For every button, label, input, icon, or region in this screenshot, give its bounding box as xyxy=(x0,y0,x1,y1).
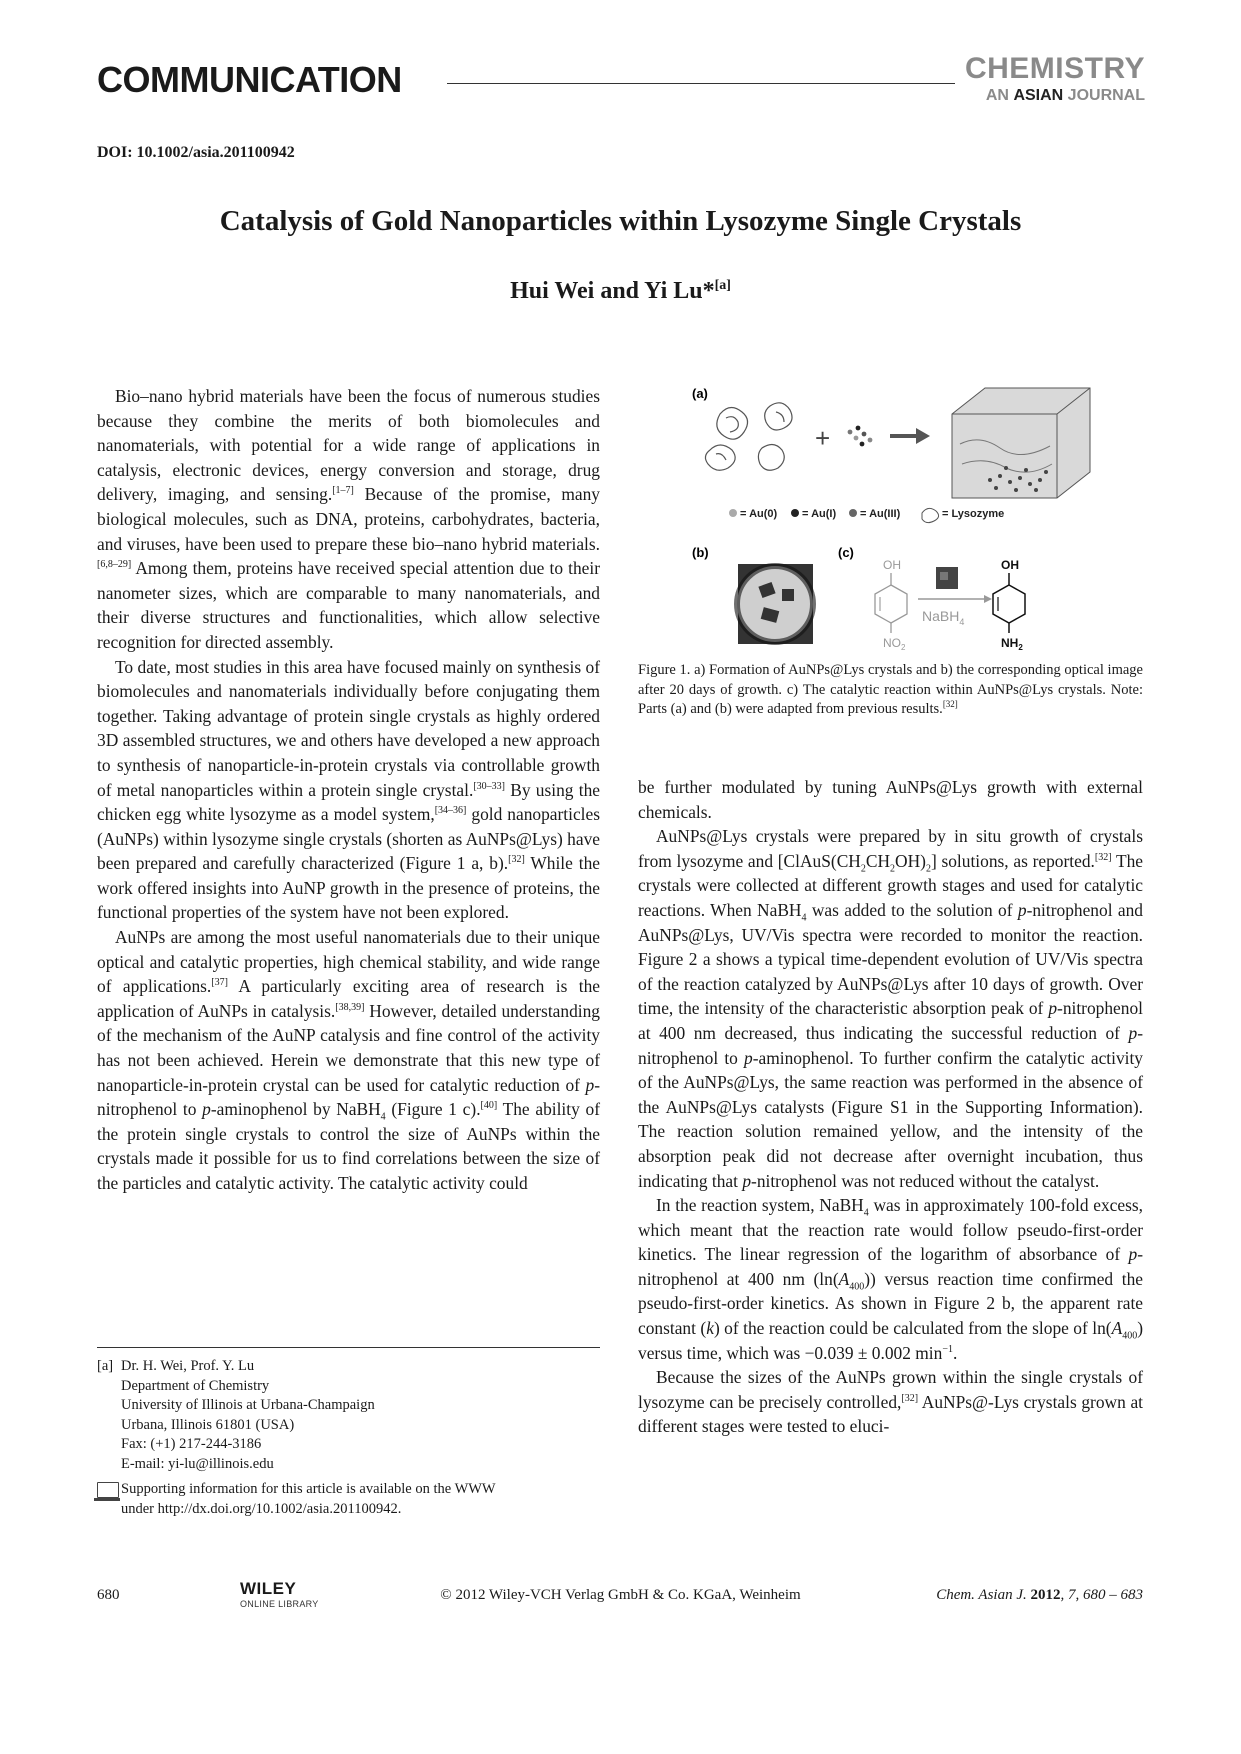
paragraph: be further modulated by tuning AuNPs@Lys growth with external chemicals. xyxy=(638,777,1143,822)
nitrophenol-structure xyxy=(875,558,907,652)
svg-text:NH2: $NH_2$ xyxy=(1001,636,1023,652)
paragraph: Bio–nano hybrid materials have been the focus of numerous studies because they combine the merits of both biomolecules and nanomaterials, with potential for a wide range of applications in catalysis, electronic devices, energy conversion and storage, drug delivery, imaging, and sensing.[1–7] Because of the promise, many biological molecules, such as DNA, proteins, carbohydrates, bacteria, and viruses, have been used to prepare these bio–nano hybrid materials.[6,8–29] Among them, proteins have received special attention due to their nanometer sizes, which are comparable to many nanomaterials, and their diverse structures and functionalities, which allow selective recognition for directed assembly. xyxy=(97,386,600,652)
figure-1 xyxy=(690,384,1110,652)
footnote-rule xyxy=(97,1347,600,1348)
journal-name-sub: AN ASIAN JOURNAL xyxy=(985,87,1145,104)
optical-image xyxy=(737,564,813,644)
page-number: 680 xyxy=(97,1587,120,1603)
lysozyme-legend-icon xyxy=(922,508,939,522)
legend-au0: = Au(0) xyxy=(740,508,778,520)
crystal-cube xyxy=(952,388,1090,498)
figure-legend xyxy=(729,508,1004,523)
au0-legend-dot xyxy=(729,509,737,517)
figure-1-caption: Figure 1. a) Formation of AuNPs@Lys crystals and b) the corresponding optical image after 20 days of growth. c) The catalytic reaction within AuNPs@Lys crystals. Note: Parts (a) and (b) were adapted from previous results.[32] xyxy=(638,662,1143,718)
header-rule xyxy=(447,83,955,84)
body-left-column xyxy=(97,384,600,1196)
affiliation-footnote: [a] Dr. H. Wei, Prof. Y. Lu Department of Chemistry University of Illinois at Urbana-Champaign Urbana, Illinois 61801 (USA) Fax: (+1) 217-244-3186 E-mail: yi-lu@illinois.edu xyxy=(97,1358,375,1472)
reduction-arrow xyxy=(918,595,992,603)
au3-legend-dot xyxy=(849,509,857,517)
legend-lysozyme: = Lysozyme xyxy=(942,508,1005,520)
journal-name-main: CHEMISTRY xyxy=(964,52,1145,85)
gold-ions-cluster xyxy=(848,426,873,447)
aminophenol-structure xyxy=(993,558,1025,652)
wiley-logo: WILEY ONLINE LIBRARY xyxy=(240,1579,319,1609)
doi: DOI: 10.1002/asia.201100942 xyxy=(97,144,295,161)
plus-sign: + xyxy=(815,423,831,453)
paragraph: In the reaction system, NaBH$_4$ was in approximately 100-fold excess, which meant that the reaction rate would follow pseudo-first-order kinetics. The linear regression of the logarithm of absorbance of p-nitrophenol at 400 nm $(\ln(A_{400}))$ versus reaction time confirmed the pseudo-first-order kinetics. As shown in Figure 2 b, the apparent rate constant (k) of the reaction could be calculated from the slope of $\ln(A_{400})$ versus time, which was −0.039 ± 0.002 $\min^{-1}$. xyxy=(638,1195,1144,1363)
catalyst-crystal-icon xyxy=(936,567,958,589)
legend-au3: = Au(III) xyxy=(860,508,901,520)
lysozyme-molecules-icon xyxy=(705,403,792,470)
paragraph: AuNPs are among the most useful nanomaterials due to their unique optical and catalytic properties, high chemical stability, and wide range of applications.[37] A particularly exciting area of research is the application of AuNPs in catalysis.[38,39] However, detailed understanding of the mechanism of the AuNP catalysis and fine control of the activity has not been achieved. Herein we demonstrate that this new type of nanoparticle-in-protein crystal can be used for catalytic reduction of p-nitrophenol to p-aminophenol by NaBH$_4$ (Figure 1 c).[40] The ability of the protein single crystals to control the size of AuNPs within the crystals made it possible for us to find correlations between the size of the particles and catalytic activity. The catalytic activity could xyxy=(97,927,600,1193)
journal-citation: Chem. Asian J. 2012, 7, 680 – 683 xyxy=(936,1587,1143,1603)
au1-legend-dot xyxy=(791,509,799,517)
paragraph: AuNPs@Lys crystals were prepared by in situ growth of crystals from lysozyme and $[ClAuS(CH_2CH_2OH)_2]$ solutions, as reported.[32] The crystals were collected at different growth stages and used for catalytic reactions. When NaBH$_4$ was added to the solution of p-nitrophenol and AuNPs@Lys, UV/Vis spectra were recorded to monitor the reaction. Figure 2 a shows a typical time-dependent evolution of UV/Vis spectra of the reaction catalyzed by AuNPs@Lys after 10 days of growth. Over time, the intensity of the characteristic absorption peak of p-nitrophenol at 400 nm decreased, thus indicating the successful reduction of p-nitrophenol to p-aminophenol. To further confirm the catalytic activity of the AuNPs@Lys, the same reaction was performed in the absence of the AuNPs@Lys catalysts (Figure S1 in the Supporting Information). The reaction solution remained yellow, and the intensity of the absorption peak did not decrease after overnight incubation, thus indicating that p-nitrophenol was not reduced without the catalyst. xyxy=(638,826,1144,1191)
paragraph: Because the sizes of the AuNPs grown within the single crystals of lysozyme can be precisely controlled,[32] AuNPs@-Lys crystals grown at different stages were tested to eluci- xyxy=(638,1367,1143,1437)
panel-c-label: (c) xyxy=(838,545,854,560)
journal-logo xyxy=(965,54,1145,105)
computer-icon xyxy=(97,1482,119,1498)
paragraph: To date, most studies in this area have focused mainly on synthesis of biomolecules and nanomaterials individually before conjugating them together. Taking advantage of protein single crystals as highly ordered 3D assembled structures, we and others have developed a new approach to synthesis of nanoparticle-in-protein crystals via controllable growth of metal nanoparticles within a protein single crystal.[30–33] By using the chicken egg white lysozyme as a model system,[34–36] gold nanoparticles (AuNPs) within lysozyme single crystals (shorten as AuNPs@Lys) have been prepared and carefully characterized (Figure 1 a, b).[32] While the work offered insights into AuNP growth in the presence of proteins, the functional properties of the system have not been explored. xyxy=(97,656,600,923)
copyright: © 2012 Wiley-VCH Verlag GmbH & Co. KGaA, Weinheim xyxy=(440,1587,801,1603)
reagent-label: NaBH$_4$ xyxy=(922,608,965,627)
reaction-arrow xyxy=(890,428,930,444)
panel-b-label: (b) xyxy=(692,545,709,560)
section-label: COMMUNICATION xyxy=(97,59,402,100)
panel-a-label: (a) xyxy=(692,386,708,401)
svg-text:OH: OH xyxy=(1001,558,1019,572)
body-right-column xyxy=(638,775,1143,1439)
svg-text:NO2: $NO_2$ xyxy=(883,636,906,652)
article-title: Catalysis of Gold Nanoparticles within Lysozyme Single Crystals xyxy=(219,205,1022,237)
supporting-info-note: Supporting information for this article is available on the WWW under http://dx.doi.org/10.1002/asia.201100942. xyxy=(97,1480,600,1519)
legend-au1: = Au(I) xyxy=(802,508,837,520)
svg-text:OH: OH xyxy=(883,558,901,572)
authors: Hui Wei and Yi Lu*[a] xyxy=(510,278,731,304)
